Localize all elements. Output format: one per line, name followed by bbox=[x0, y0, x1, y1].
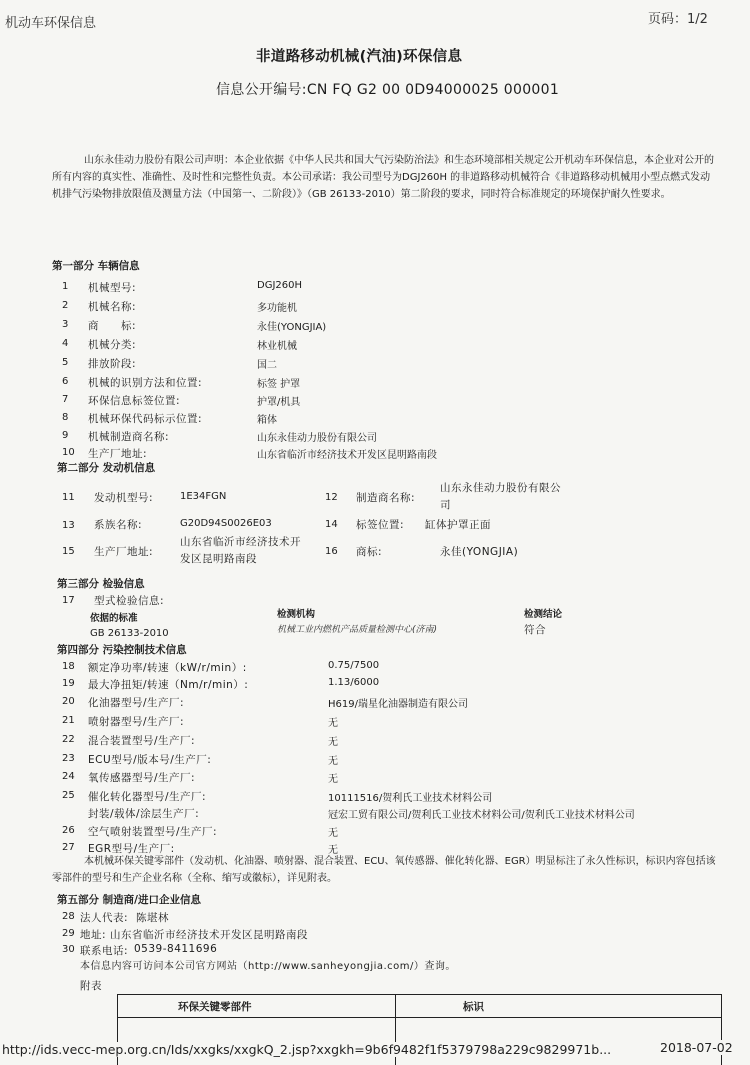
standard-value: GB 26133-2010 bbox=[90, 628, 169, 639]
conclusion-col-header: 检测结论 bbox=[524, 609, 563, 620]
manufacturer-field-value: 0539-8411696 bbox=[134, 943, 218, 955]
emission-field-value: 10111516/贺利氏工业技术材料公司 bbox=[328, 793, 493, 804]
manufacturer-field-label: 地址: bbox=[80, 929, 107, 941]
emission-field-label: 混合装置型号/生产厂: bbox=[88, 735, 196, 747]
emission-field-value: 无 bbox=[328, 845, 338, 856]
engine-factory-address-label: 生产厂地址: bbox=[94, 546, 154, 558]
vehicle-field-value: DGJ260H bbox=[257, 280, 303, 291]
row-number: 19 bbox=[62, 678, 75, 689]
row-number: 6 bbox=[62, 376, 69, 387]
row-number: 22 bbox=[62, 734, 75, 745]
standard-col-header: 依据的标准 bbox=[90, 613, 138, 624]
key-component-col-header: 环保关键零部件 bbox=[178, 1001, 252, 1013]
vehicle-field-label: 机械型号: bbox=[88, 282, 137, 294]
row-number: 10 bbox=[62, 447, 75, 458]
manufacturer-field-value: 山东省临沂市经济技术开发区昆明路南段 bbox=[110, 929, 308, 941]
vehicle-field-value: 山东永佳动力股份有限公司 bbox=[257, 433, 377, 444]
agency-col-header: 检测机构 bbox=[277, 609, 316, 620]
emission-field-value: 无 bbox=[328, 774, 338, 785]
emission-field-label: ECU型号/版本号/生产厂: bbox=[88, 754, 212, 766]
engine-factory-address-line2: 发区昆明路南段 bbox=[180, 553, 257, 565]
row-number: 3 bbox=[62, 319, 69, 330]
section-heading-emission-control: 第四部分 污染控制技术信息 bbox=[57, 644, 187, 656]
row-number: 9 bbox=[62, 430, 69, 441]
vehicle-field-value: 永佳(YONGJIA) bbox=[257, 322, 327, 333]
conclusion-value: 符合 bbox=[524, 624, 546, 636]
manufacturer-field-label: 法人代表: bbox=[80, 912, 129, 924]
key-components-note: 本机械环保关键零部件（发动机、化油器、喷射器、混合装置、ECU、氧传感器、催化转化器、EGR）明显标注了永久性标识，标识内容包括该零部件的型号和生产企业名称（全称、缩写或徽标），详见附表。 bbox=[52, 856, 716, 884]
row-number: 25 bbox=[62, 790, 75, 801]
manufacturer-field-value: 陈堪林 bbox=[136, 912, 169, 924]
row-number: 12 bbox=[325, 492, 338, 503]
emission-field-value: H619/瑞星化油器制造有限公司 bbox=[328, 699, 468, 710]
emission-field-value: 无 bbox=[328, 737, 338, 748]
emission-field-value: 1.13/6000 bbox=[328, 677, 380, 688]
row-number: 2 bbox=[62, 300, 69, 311]
row-number: 15 bbox=[62, 546, 75, 557]
type-test-label: 型式检验信息: bbox=[94, 595, 165, 607]
label-position-label: 标签位置: bbox=[356, 519, 405, 531]
engine-factory-address-line1: 山东省临沂市经济技术开 bbox=[180, 536, 301, 548]
row-number: 29 bbox=[62, 928, 75, 939]
manufacturer-field-label: 联系电话: bbox=[80, 945, 129, 957]
row-number: 11 bbox=[62, 492, 75, 503]
row-number: 23 bbox=[62, 753, 75, 764]
vehicle-field-value: 护罩/机具 bbox=[257, 397, 301, 408]
vehicle-field-label: 生产厂地址: bbox=[88, 448, 148, 460]
row-number: 14 bbox=[325, 519, 338, 530]
row-number: 21 bbox=[62, 715, 75, 726]
manufacturer-name-line2: 司 bbox=[440, 499, 451, 511]
emission-field-label: 喷射器型号/生产厂: bbox=[88, 716, 185, 728]
vehicle-field-label: 机械环保代码标示位置: bbox=[88, 413, 203, 425]
emission-field-value: 无 bbox=[328, 828, 338, 839]
vehicle-field-value: 标签 护罩 bbox=[257, 379, 301, 390]
row-number: 24 bbox=[62, 771, 75, 782]
engine-trademark-label: 商标: bbox=[356, 546, 383, 558]
vehicle-field-value: 多功能机 bbox=[257, 303, 297, 314]
emission-field-label: 额定净功率/转速（kW/r/min）: bbox=[88, 662, 247, 674]
emission-field-label: 氧传感器型号/生产厂: bbox=[88, 772, 196, 784]
emission-field-label: EGR型号/生产厂: bbox=[88, 843, 175, 855]
label-position-value: 缸体护罩正面 bbox=[425, 519, 491, 531]
family-name-value: G20D94S0026E03 bbox=[180, 518, 272, 529]
emission-field-value: 冠宏工贸有限公司/贺利氏工业技术材料公司/贺利氏工业技术材料公司 bbox=[328, 810, 635, 821]
vehicle-field-value: 林业机械 bbox=[257, 341, 297, 352]
agency-value: 机械工业内燃机产品质量检测中心(济南) bbox=[277, 625, 438, 635]
vehicle-field-label: 排放阶段: bbox=[88, 358, 137, 370]
vehicle-field-value: 山东省临沂市经济技术开发区昆明路南段 bbox=[257, 450, 437, 461]
engine-model-value: 1E34FGN bbox=[180, 491, 227, 502]
engine-trademark-value: 永佳(YONGJIA) bbox=[440, 546, 519, 558]
emission-field-label: 封装/载体/涂层生产厂: bbox=[88, 808, 200, 820]
vehicle-field-label: 环保信息标签位置: bbox=[88, 395, 181, 407]
company-statement: 山东永佳动力股份有限公司声明：本企业依据《中华人民共和国大气污染防治法》和生态环境部相关规定公开机动车环保信息，本企业对公开的所有内容的真实性、准确性、及时性和完整性负责。本公司承诺：我公司型号为DGJ260H 的非道路移动机械符合《非道路移动机械用小型点燃式发动机排气污染物排放限值及测量方法（中国第一、二阶段）》（GB 26133-2010）第二阶段的要求，同时符合标准规定的环境保护耐久性要求。 bbox=[52, 155, 714, 200]
vehicle-field-label: 商 标: bbox=[88, 320, 137, 332]
row-number: 27 bbox=[62, 842, 75, 853]
row-number: 8 bbox=[62, 412, 69, 423]
row-number: 7 bbox=[62, 394, 69, 405]
emission-field-label: 最大净扭矩/转速（Nm/r/min）: bbox=[88, 679, 249, 691]
emission-field-value: 无 bbox=[328, 718, 338, 729]
page-header-left: 机动车环保信息 bbox=[5, 16, 97, 31]
emission-field-value: 无 bbox=[328, 756, 338, 767]
source-url-link[interactable]: http://ids.vecc-mep.org.cn/Ids/xxgks/xxgkQ_2.jsp?xxgkh=9b6f9482f1f5379798a229c9829971b... bbox=[2, 1042, 615, 1057]
table-divider bbox=[118, 1017, 721, 1018]
section-heading-manufacturer: 第五部分 制造商/进口企业信息 bbox=[57, 894, 201, 906]
emission-field-label: 空气喷射装置型号/生产厂: bbox=[88, 826, 218, 838]
manufacturer-name-label: 制造商名称: bbox=[356, 492, 416, 504]
section-heading-inspection: 第三部分 检验信息 bbox=[57, 578, 145, 590]
vehicle-field-label: 机械制造商名称: bbox=[88, 431, 170, 443]
row-number: 20 bbox=[62, 696, 75, 707]
document-title: 非道路移动机械(汽油)环保信息 bbox=[256, 49, 463, 65]
vehicle-field-label: 机械名称: bbox=[88, 301, 137, 313]
vehicle-field-label: 机械分类: bbox=[88, 339, 137, 351]
row-number: 26 bbox=[62, 825, 75, 836]
disclosure-number: 信息公开编号:CN FQ G2 00 0D94000025 000001 bbox=[216, 82, 560, 98]
vehicle-field-value: 箱体 bbox=[257, 415, 277, 426]
print-date: 2018-07-02 bbox=[660, 1040, 733, 1055]
vehicle-field-label: 机械的识别方法和位置: bbox=[88, 377, 203, 389]
row-number: 17 bbox=[62, 595, 75, 606]
engine-model-label: 发动机型号: bbox=[94, 492, 154, 504]
website-line: 本信息内容可访问本公司官方网站（http://www.sanheyongjia.com/）查询。 bbox=[80, 961, 456, 972]
manufacturer-name-line1: 山东永佳动力股份有限公 bbox=[440, 482, 561, 494]
section-heading-vehicle: 第一部分 车辆信息 bbox=[52, 260, 140, 272]
row-number: 13 bbox=[62, 520, 75, 531]
row-number: 28 bbox=[62, 911, 75, 922]
emission-field-label: 化油器型号/生产厂: bbox=[88, 697, 185, 709]
family-name-label: 系族名称: bbox=[94, 519, 143, 531]
section-heading-engine: 第二部分 发动机信息 bbox=[57, 462, 156, 474]
row-number: 5 bbox=[62, 357, 69, 368]
vehicle-field-value: 国二 bbox=[257, 360, 277, 371]
row-number: 16 bbox=[325, 546, 338, 557]
marking-col-header: 标识 bbox=[463, 1001, 484, 1013]
appendix-label: 附表 bbox=[80, 980, 102, 992]
emission-field-value: 0.75/7500 bbox=[328, 660, 380, 671]
row-number: 30 bbox=[62, 944, 75, 955]
page-number: 页码：1/2 bbox=[648, 12, 708, 27]
emission-field-label: 催化转化器型号/生产厂: bbox=[88, 791, 207, 803]
row-number: 1 bbox=[62, 281, 69, 292]
row-number: 4 bbox=[62, 338, 69, 349]
row-number: 18 bbox=[62, 661, 75, 672]
